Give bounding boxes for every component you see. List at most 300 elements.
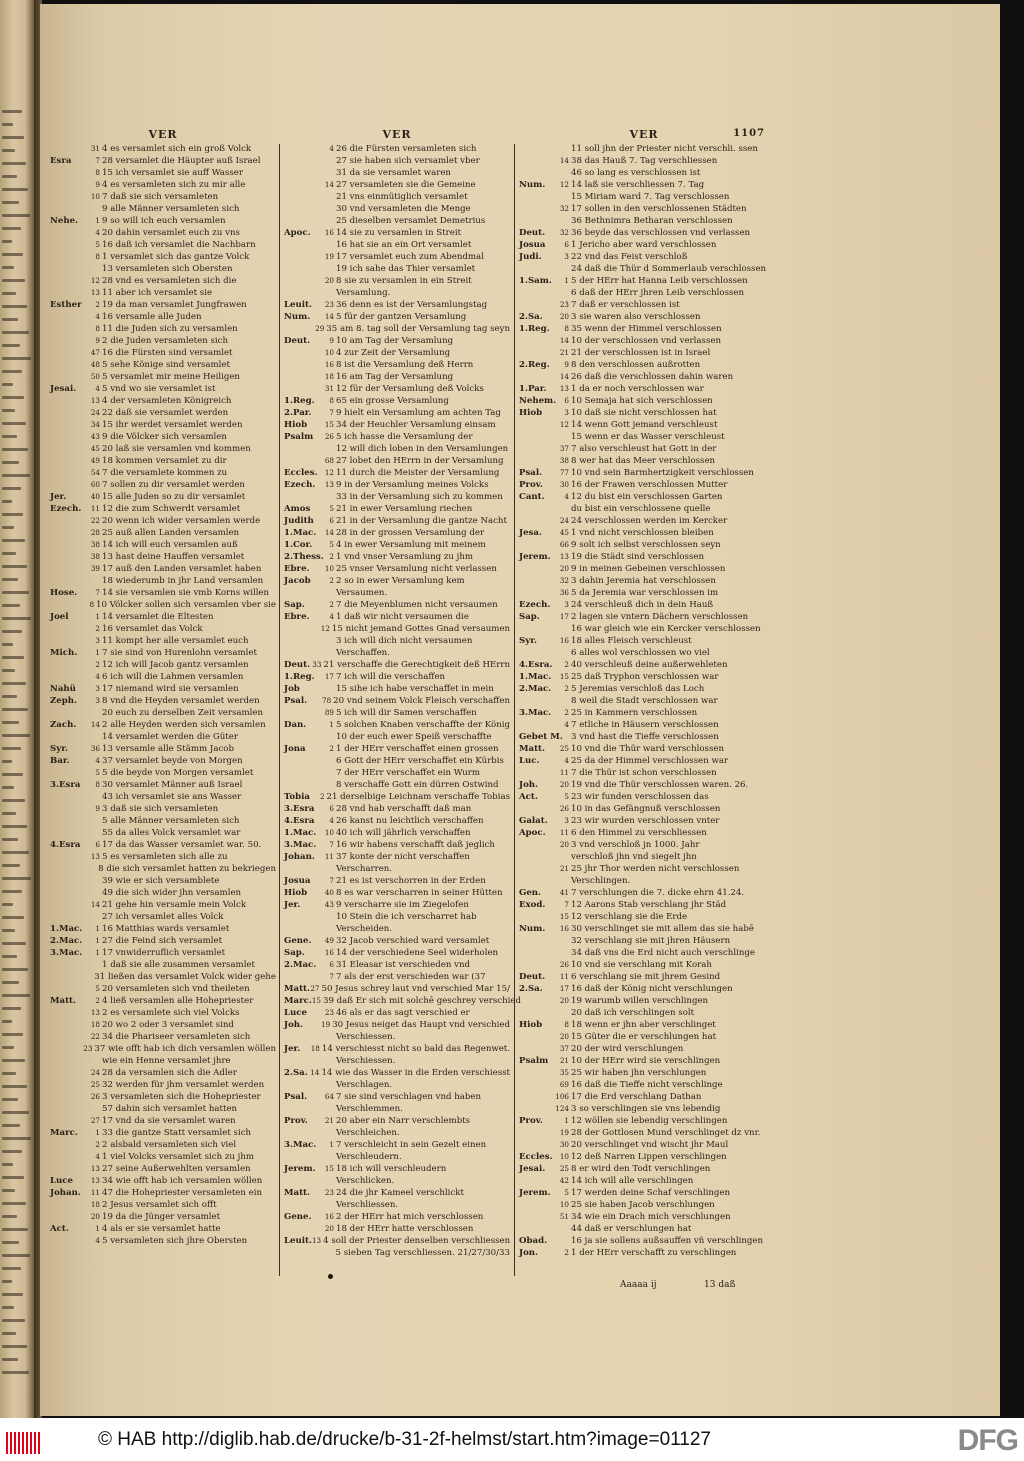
book-abbrev <box>284 275 316 287</box>
entry-text: 37 konte der nicht verschaffen <box>336 852 470 862</box>
chapter-number: 77 <box>559 468 569 477</box>
column-2 <box>284 128 521 1278</box>
book-abbrev <box>284 179 316 191</box>
book-abbrev: Jerem. <box>519 1188 551 1198</box>
book-abbrev: Zeph. <box>50 696 77 706</box>
chapter-number: 2 <box>95 996 100 1005</box>
entry-text: 1 daß wir nicht versaumen die <box>336 612 470 622</box>
text-fragment <box>2 1137 31 1140</box>
index-entry <box>50 1235 276 1247</box>
entry-text: 6 daß der HErr jhren Leib verschlossen <box>571 288 745 298</box>
book-abbrev <box>50 359 82 371</box>
chapter-number: 8 <box>95 324 100 333</box>
book-abbrev <box>50 191 82 203</box>
entry-text: 6 den Himmel zu verschliessen <box>571 828 707 838</box>
chapter-number: 18 <box>90 1020 100 1029</box>
logo-bar <box>38 1432 40 1454</box>
index-entry <box>284 911 510 923</box>
chapter-number: 1 <box>95 948 100 957</box>
index-entry <box>50 491 276 503</box>
index-entry <box>50 515 276 527</box>
book-abbrev: 1.Mac. <box>50 924 83 934</box>
text-fragment <box>2 916 24 919</box>
entry-text: 4 der versamleten Königreich <box>102 396 232 406</box>
chapter-number: 5 <box>564 1188 569 1197</box>
chapter-number: 12 <box>559 180 569 189</box>
book-abbrev: Jer. <box>284 900 301 910</box>
index-entry <box>284 383 510 395</box>
index-entry <box>50 1139 276 1151</box>
entry-text: 34 der Heuchler Versamlung einsam <box>336 420 496 430</box>
index-entry <box>50 851 276 863</box>
text-fragment <box>2 1254 30 1257</box>
index-entry <box>519 467 769 479</box>
index-entry <box>50 575 276 587</box>
index-entry <box>50 467 276 479</box>
entry-text: Verschlingen. <box>571 876 631 886</box>
chapter-number: 36 <box>559 588 569 597</box>
index-entry <box>284 1055 510 1067</box>
book-abbrev: Num. <box>519 924 546 934</box>
chapter-number: 9 <box>329 336 334 345</box>
text-fragment <box>2 383 13 386</box>
entry-text: 43 ich versamlet sie ans Wasser <box>102 792 242 802</box>
entry-text: 15 nicht jemand Gottes Gnad versaumen <box>331 624 510 634</box>
chapter-number: 11 <box>90 1188 100 1197</box>
index-entry <box>519 935 769 947</box>
chapter-number: 14 <box>324 180 334 189</box>
entry-text: 20 vnd seinem Volck Fleisch verschaffen <box>333 696 510 706</box>
index-entry <box>284 263 510 275</box>
chapter-number: 1 <box>564 276 569 285</box>
chapter-number: 9 <box>95 336 100 345</box>
entry-text: 10 in das Gefängnuß verschlossen <box>571 804 721 814</box>
chapter-number: 20 <box>559 312 569 321</box>
book-abbrev <box>519 767 551 779</box>
entry-text: 5 sieben Tag verschliessen. 21/27/30/33 <box>335 1248 510 1258</box>
book-abbrev <box>284 263 316 275</box>
entry-text: 11 die Juden sich zu versamlen <box>102 324 238 334</box>
chapter-number: 2 <box>95 300 100 309</box>
index-entry <box>50 959 276 971</box>
text-fragment <box>2 552 16 555</box>
entry-text: 14 wenn Gott jemand verschleust <box>571 420 718 430</box>
index-entry <box>50 995 276 1007</box>
dfg-logo: DFG <box>957 1424 1018 1457</box>
chapter-number: 17 <box>559 984 569 993</box>
entry-text: 21 in der Versamlung die gantze Nacht <box>336 516 507 526</box>
entry-text: 14 sie versamlen sie vmb Korns willen <box>102 588 270 598</box>
entry-text: Versaumen. <box>336 588 388 598</box>
index-entry <box>50 1007 276 1019</box>
entry-text: 18 alles Fleisch verschleust <box>571 636 692 646</box>
entry-text: 14 ich will euch versamlen auß <box>102 540 238 550</box>
chapter-number <box>316 203 336 215</box>
chapter-number: 50 <box>90 372 100 381</box>
book-abbrev <box>519 371 551 383</box>
text-fragment <box>2 1163 13 1166</box>
chapter-number <box>316 731 336 743</box>
text-fragment <box>2 695 17 698</box>
chapter-number: 9 <box>95 804 100 813</box>
entry-text: 1 da er noch verschlossen war <box>571 384 704 394</box>
chapter-number: 40 <box>90 492 100 501</box>
index-entry <box>284 743 510 755</box>
index-entry <box>519 947 769 959</box>
text-fragment <box>2 318 18 321</box>
book-abbrev <box>50 971 77 983</box>
book-abbrev <box>284 215 316 227</box>
index-entry <box>284 1163 510 1175</box>
entry-text: 2 so in ewer Versamlung kem <box>336 576 465 586</box>
entry-text: 27 lobet den HErrn in der Versamlung <box>336 456 504 466</box>
entry-text: 14 laß sie verschliessen 7. Tag <box>571 180 705 190</box>
index-entry <box>284 287 510 299</box>
entry-text: 30 vnd versamleten die Menge <box>336 204 471 214</box>
index-entry <box>519 371 769 383</box>
entry-text: 16 Matthias wards versamlet <box>102 924 230 934</box>
text-fragment <box>2 331 29 334</box>
entry-text: 31 da sie versamlet waren <box>336 168 451 178</box>
book-abbrev: Deut. <box>284 660 311 670</box>
index-entry <box>50 923 276 935</box>
book-abbrev <box>50 1163 82 1175</box>
chapter-number: 16 <box>324 228 334 237</box>
chapter-number: 30 <box>559 480 569 489</box>
entry-text: 11 aber ich versamlet sie <box>102 288 213 298</box>
entry-text: 55 da alles Volck versamlet war <box>102 828 241 838</box>
text-fragment <box>2 578 18 581</box>
text-fragment <box>2 1111 29 1114</box>
index-entry <box>519 527 769 539</box>
entry-text: 6 ich will die Lahmen versamlen <box>102 672 244 682</box>
index-entry <box>50 1079 276 1091</box>
entry-text: Verschleichen. <box>336 1128 400 1138</box>
book-abbrev <box>519 1175 551 1187</box>
entry-text: 37 versamlet beyde von Morgen <box>102 756 243 766</box>
index-entry <box>519 275 769 287</box>
logo-bar <box>34 1432 36 1454</box>
index-entry <box>50 395 276 407</box>
chapter-number: 7 <box>95 156 100 165</box>
chapter-number <box>316 1199 336 1211</box>
index-entry <box>284 431 510 443</box>
chapter-number: 20 <box>559 840 569 849</box>
book-abbrev: 1.Reg. <box>519 324 550 334</box>
index-entry <box>284 359 510 371</box>
entry-text: 17 vnd da sie versamlet waren <box>102 1116 236 1126</box>
logo-bar <box>6 1432 8 1454</box>
book-abbrev: Jacob <box>284 576 311 586</box>
book-abbrev: 1.Reg. <box>284 672 315 682</box>
entry-text: 25 sie haben Jacob verschlungen <box>571 1200 715 1210</box>
index-entry <box>284 191 510 203</box>
entry-text: 25 jhr Thor werden nicht verschlossen <box>571 864 740 874</box>
index-entry <box>284 1235 510 1247</box>
entry-text: 5 versamlet mir meine Heiligen <box>102 372 240 382</box>
book-abbrev: Marc. <box>284 996 312 1006</box>
book-abbrev: Hiob <box>519 1020 543 1030</box>
index-entry <box>284 275 510 287</box>
entry-text: Verscheiden. <box>336 924 393 934</box>
index-entry <box>284 707 510 719</box>
index-entry <box>50 215 276 227</box>
book-abbrev: Jesa. <box>519 528 542 538</box>
book-abbrev <box>50 443 82 455</box>
chapter-number: 6 <box>95 840 100 849</box>
index-entry <box>284 875 510 887</box>
entry-text: 7 die versamlete kommen zu <box>102 468 228 478</box>
index-entry <box>50 155 276 167</box>
entry-text: 5 die beyde von Morgen versamlet <box>102 768 254 778</box>
index-entry <box>284 731 510 743</box>
book-abbrev: Hiob <box>284 420 308 430</box>
entry-text: 12 verschlang sie die Erde <box>571 912 688 922</box>
logo-bar <box>14 1432 16 1454</box>
entry-text: 7 als der erst verschieden war (37 <box>336 972 486 982</box>
text-fragment <box>2 682 26 685</box>
book-abbrev <box>284 587 316 599</box>
book-abbrev: Luc. <box>519 756 540 766</box>
entry-text: Verschiessen. <box>336 1056 396 1066</box>
index-entry <box>519 671 769 683</box>
entry-text: 28 versamlet die Häupter auß Israel <box>102 156 261 166</box>
index-entry <box>284 203 510 215</box>
index-entry <box>284 863 510 875</box>
index-entry <box>284 467 510 479</box>
entry-text: 24 die jhr Kameel verschlickt <box>336 1188 464 1198</box>
chapter-number <box>316 155 336 167</box>
chapter-number: 1 <box>95 1128 100 1137</box>
book-abbrev: 2.Mac. <box>519 684 552 694</box>
entry-text: 57 dahin sich versamlet hatten <box>102 1104 238 1114</box>
book-abbrev <box>50 143 82 155</box>
chapter-number: 42 <box>559 1176 569 1185</box>
entry-text: 65 ein grosse Versamlung <box>336 396 449 406</box>
text-fragment <box>2 513 23 516</box>
text-fragment <box>2 942 26 945</box>
book-abbrev <box>50 371 82 383</box>
entry-text: 20 wo 2 oder 3 versamlet sind <box>102 1020 234 1030</box>
text-fragment <box>2 747 21 750</box>
index-entry <box>284 791 510 803</box>
entry-text: 46 so lang es verschlossen ist <box>571 168 701 178</box>
index-entry <box>519 1019 769 1031</box>
index-entry <box>519 563 769 575</box>
entry-text: 9 so will ich euch versamlen <box>102 216 226 226</box>
index-entry <box>50 371 276 383</box>
book-abbrev <box>519 563 551 575</box>
entry-text: 31 ließen das versamlet Volck wider gehe <box>94 972 276 982</box>
entry-text: 8 verschaffe Gott ein dürren Ostwind <box>336 780 499 790</box>
book-abbrev: Jer. <box>50 492 67 502</box>
entry-text: 4 es versamleten sich zu mir alle <box>102 180 246 190</box>
book-abbrev <box>519 215 551 227</box>
entry-text: 19 warumb willen verschlingen <box>571 996 709 1006</box>
book-abbrev <box>50 227 82 239</box>
chapter-number: 10 <box>559 1200 569 1209</box>
chapter-number <box>82 203 102 215</box>
chapter-number: 16 <box>559 636 569 645</box>
chapter-number: 4 <box>95 228 100 237</box>
chapter-number: 20 <box>559 1032 569 1041</box>
footer-bar <box>0 1418 1024 1461</box>
book-abbrev <box>519 1043 551 1055</box>
entry-text: 27 ich versamlet alles Volck <box>102 912 224 922</box>
entry-text: 10 der euch ewer Speiß verschaffte <box>336 732 492 742</box>
text-fragment <box>2 149 15 152</box>
chapter-number: 2 <box>329 576 334 585</box>
entry-text: 15 Güter die er verschlungen hat <box>571 1032 717 1042</box>
index-entry <box>284 335 510 347</box>
entry-text: 12 die zum Schwerdt versamlet <box>102 504 241 514</box>
chapter-number: 14 <box>310 1068 320 1077</box>
book-abbrev: 3.Mac. <box>284 1140 317 1150</box>
index-entry <box>519 407 769 419</box>
entry-text: 1 viel Volcks versamlet sich zu jhm <box>102 1152 255 1162</box>
book-abbrev: Jesai. <box>519 1164 546 1174</box>
entry-text: 12 deß Narren Lippen verschlingen <box>571 1152 727 1162</box>
chapter-number <box>82 263 102 275</box>
chapter-number: 1 <box>95 1224 100 1233</box>
text-fragment <box>2 1020 12 1023</box>
chapter-number: 23 <box>324 1008 334 1017</box>
chapter-number <box>82 575 102 587</box>
chapter-number: 12 <box>559 420 569 429</box>
chapter-number: 24 <box>90 1068 100 1077</box>
chapter-number: 54 <box>90 468 100 477</box>
chapter-number: 1 <box>95 216 100 225</box>
entry-text: 15 ihr werdet versamlet werden <box>102 420 243 430</box>
text-fragment <box>2 422 26 425</box>
entry-text: 11 soll jhn der Priester nicht verschli. ssen <box>571 144 758 154</box>
entry-text: 32 verschlang sie mit jhren Häusern <box>571 936 731 946</box>
entry-text: 1 vnd nicht verschlossen bleiben <box>571 528 714 538</box>
chapter-number <box>316 287 336 299</box>
index-entry <box>50 887 276 899</box>
chapter-number <box>82 791 102 803</box>
text-fragment <box>2 1059 25 1062</box>
index-entry <box>50 671 276 683</box>
entry-text: 7 ich will die verschaffen <box>336 672 446 682</box>
index-entry <box>50 455 276 467</box>
index-entry <box>519 827 769 839</box>
text-fragment <box>2 1098 18 1101</box>
chapter-number: 8 <box>95 780 100 789</box>
chapter-number <box>82 911 102 923</box>
index-entry <box>284 935 510 947</box>
entry-text: 8 er wird den Todt verschlingen <box>571 1164 711 1174</box>
chapter-number <box>82 1055 102 1067</box>
chapter-number: 10 <box>324 348 334 357</box>
book-abbrev <box>284 863 316 875</box>
entry-text: 34 wie offt hab ich versamlen wöllen <box>102 1176 263 1186</box>
entry-text: 9 verscharre sie im Ziegelofen <box>336 900 469 910</box>
text-fragment <box>2 1215 17 1218</box>
chapter-number: 13 <box>90 1176 100 1185</box>
entry-text: 20 wenn ich wider versamlen werde <box>102 516 261 526</box>
entry-text: 20 dahin versamlet euch zu vns <box>102 228 240 238</box>
book-abbrev <box>519 1067 551 1079</box>
book-abbrev <box>284 383 316 395</box>
logo-bar <box>30 1432 32 1454</box>
text-fragment <box>2 864 20 867</box>
book-abbrev: Mich. <box>50 648 78 658</box>
entry-text: 8 ist die Versamlung deß Herrn <box>336 360 474 370</box>
index-entry <box>50 707 276 719</box>
entry-text: 35 am 8. tag soll der Versamlung tag seyn <box>326 324 510 334</box>
chapter-number <box>316 683 336 695</box>
index-entry <box>50 647 276 659</box>
entry-text: 18 ich will verschleudern <box>336 1164 447 1174</box>
index-entry <box>519 695 769 707</box>
book-abbrev <box>50 803 82 815</box>
book-abbrev <box>50 527 82 539</box>
index-entry <box>50 875 276 887</box>
text-fragment <box>2 1124 20 1127</box>
index-entry <box>284 599 510 611</box>
entry-text: 21 verschaffe die Gerechtigkeit deß HErrn <box>323 660 510 670</box>
book-abbrev <box>519 191 551 203</box>
index-entry <box>519 995 769 1007</box>
entry-text: 28 in der grossen Versamlung der <box>336 528 485 538</box>
chapter-number: 32 <box>559 204 569 213</box>
index-entry <box>50 743 276 755</box>
chapter-number <box>551 143 571 155</box>
hab-logo-icon <box>6 1432 46 1454</box>
book-abbrev <box>519 959 551 971</box>
entry-text: 47 die Hohepriester versamleten ein <box>102 1188 262 1198</box>
text-fragment <box>2 1358 18 1361</box>
text-fragment <box>2 903 13 906</box>
index-entry <box>50 755 276 767</box>
index-entry <box>284 143 510 155</box>
chapter-number: 24 <box>90 408 100 417</box>
entry-text: 12 Aarons Stab verschlang jhr Städ <box>571 900 727 910</box>
entry-text: 21 derselbige Leichnam verschaffe Tobias <box>326 792 510 802</box>
index-entry <box>50 827 276 839</box>
chapter-number: 12 <box>90 276 100 285</box>
book-abbrev: 2.Sa. <box>519 984 543 994</box>
entry-text: 7 die Thür ist schon verschlossen <box>571 768 717 778</box>
book-abbrev <box>50 815 82 827</box>
chapter-number <box>316 1055 336 1067</box>
book-abbrev: Matt. <box>284 984 311 994</box>
book-abbrev: 1.Mac. <box>284 828 317 838</box>
book-abbrev: Exod. <box>519 900 546 910</box>
book-abbrev: 2.Sa. <box>284 1068 308 1078</box>
book-abbrev <box>50 203 82 215</box>
book-abbrev <box>50 407 82 419</box>
book-abbrev <box>284 1127 316 1139</box>
index-entry <box>519 1211 769 1223</box>
footer-link[interactable]: © HAB http://diglib.hab.de/drucke/b-31-2f-helmst/start.htm?image=01127 <box>98 1429 712 1450</box>
book-abbrev: Hiob <box>284 888 308 898</box>
chapter-number: 4 <box>329 144 334 153</box>
chapter-number: 31 <box>324 384 334 393</box>
entry-text: 17 die Erd verschlang Dathan <box>571 1092 702 1102</box>
chapter-number <box>316 647 336 659</box>
index-entry <box>284 551 510 563</box>
book-abbrev <box>519 623 551 635</box>
chapter-number <box>316 215 336 227</box>
chapter-number <box>551 1223 571 1235</box>
chapter-number <box>82 875 102 887</box>
book-abbrev: Joh. <box>519 780 539 790</box>
chapter-number: 15 <box>559 672 569 681</box>
index-entry <box>284 755 510 767</box>
entry-text: wie ein Henne versamlet jhre <box>102 1056 231 1066</box>
